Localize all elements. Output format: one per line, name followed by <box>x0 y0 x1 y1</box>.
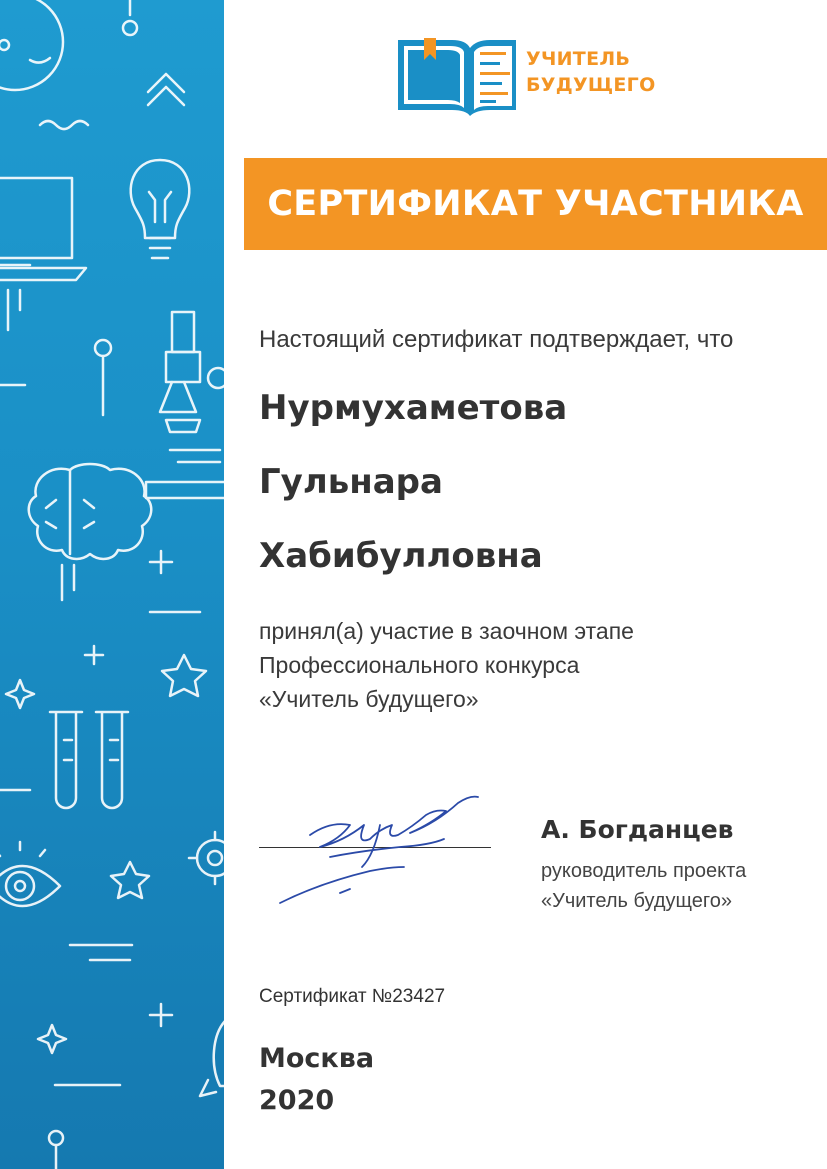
laptop-icon <box>0 178 86 280</box>
issue-year: 2020 <box>259 1085 335 1116</box>
logo-line-1: УЧИТЕЛЬ <box>526 48 631 70</box>
certificate-title-banner <box>244 158 827 250</box>
test-tubes-icon <box>50 712 128 808</box>
certificate-number: Сертификат №23427 <box>259 986 446 1007</box>
signer-role-line-1: руководитель проекта <box>541 860 747 882</box>
planet-icon <box>0 0 63 90</box>
star-icon <box>111 862 149 898</box>
recipient-surname: Нурмухаметова <box>259 388 568 428</box>
intro-text: Настоящий сертификат подтверждает, что <box>259 326 734 353</box>
lightbulb-icon <box>131 160 190 258</box>
body-text-line-2: Профессионального конкурса <box>259 652 580 678</box>
decorative-sidebar <box>0 0 224 1169</box>
certificate-title: СЕРТИФИКАТ УЧАСТНИКА <box>267 184 804 224</box>
logo-wordmark <box>526 46 656 98</box>
signer-name: А. Богданцев <box>541 815 734 844</box>
recipient-first-name: Гульнара <box>259 462 443 502</box>
rocket-icon <box>200 1020 224 1096</box>
body-text-line-1: принял(а) участие в заочном этапе <box>259 618 634 644</box>
brain-icon <box>29 464 152 600</box>
issue-city: Москва <box>259 1043 375 1074</box>
body-text-line-3: «Учитель будущего» <box>259 686 479 712</box>
gear-icon <box>189 832 224 884</box>
handwritten-signature <box>270 775 500 915</box>
logo-line-2: БУДУЩЕГО <box>526 74 656 96</box>
star-icon <box>162 655 206 696</box>
recipient-patronymic: Хабибулловна <box>259 536 543 576</box>
eye-icon <box>0 842 60 906</box>
microscope-icon <box>146 312 224 498</box>
signer-role-line-2: «Учитель будущего» <box>541 890 732 912</box>
